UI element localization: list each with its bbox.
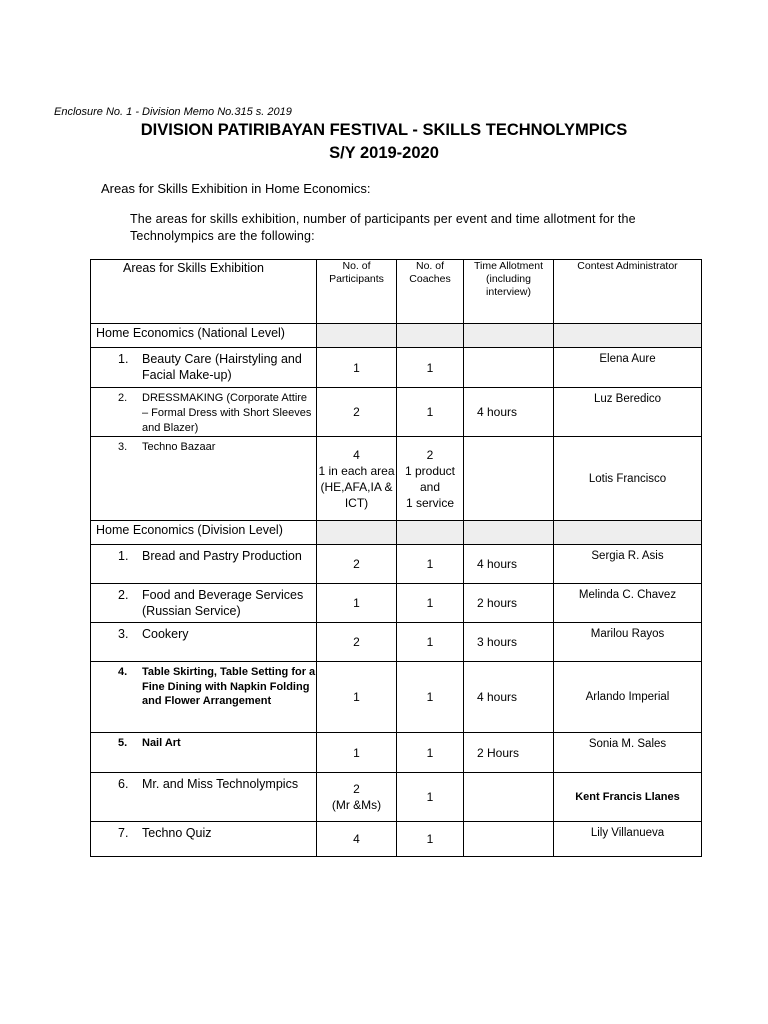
enclosure-reference: Enclosure No. 1 - Division Memo No.315 s. 2019 xyxy=(54,106,292,118)
table-row xyxy=(91,822,702,857)
contest-administrator-cell: Sonia M. Sales xyxy=(554,733,702,773)
area-cell xyxy=(91,662,317,733)
participants-cell: 1 xyxy=(317,348,397,388)
section-row-division xyxy=(91,521,702,545)
contest-administrator-cell: Lotis Francisco xyxy=(554,437,702,521)
item-number: 7. xyxy=(118,826,129,840)
area-name xyxy=(91,584,316,619)
area-cell xyxy=(91,733,317,773)
contest-administrator-cell: Lily Villanueva xyxy=(554,822,702,857)
time-allotment-cell xyxy=(464,437,554,521)
area-label: Beauty Care (Hairstyling and Facial Make-up) xyxy=(142,352,302,382)
contest-administrator-cell: Arlando Imperial xyxy=(554,662,702,733)
area-label: Bread and Pastry Production xyxy=(142,549,302,563)
area-cell xyxy=(91,545,317,584)
area-label: Mr. and Miss Technolympics xyxy=(142,777,299,791)
table-row xyxy=(91,773,702,822)
participants-cell: 4 1 in each area (HE,AFA,IA & ICT) xyxy=(317,437,397,521)
table-row xyxy=(91,348,702,388)
participants-cell: 2 (Mr &Ms) xyxy=(317,773,397,822)
header-coaches: No. of Coaches xyxy=(397,260,464,324)
area-label: Techno Quiz xyxy=(142,826,212,840)
item-number: 5. xyxy=(118,737,128,749)
participants-cell: 2 xyxy=(317,623,397,662)
section-label-national: Home Economics (National Level) xyxy=(91,324,317,348)
time-allotment-cell: 3 hours xyxy=(464,623,554,662)
participants-cell: 2 xyxy=(317,388,397,437)
table-row xyxy=(91,437,702,521)
area-name xyxy=(91,545,316,564)
area-cell xyxy=(91,773,317,822)
table-row xyxy=(91,545,702,584)
area-label: Food and Beverage Services (Russian Service) xyxy=(142,588,304,618)
item-number: 2. xyxy=(118,588,129,602)
header-participants: No. of Participants xyxy=(317,260,397,324)
coaches-cell: 1 xyxy=(397,773,464,822)
area-cell xyxy=(91,348,317,388)
area-name xyxy=(91,437,316,455)
contest-administrator-cell: Luz Beredico xyxy=(554,388,702,437)
item-number: 3. xyxy=(118,441,128,453)
item-number: 6. xyxy=(118,777,129,791)
coaches-cell: 1 xyxy=(397,584,464,623)
contest-administrator-cell: Melinda C. Chavez xyxy=(554,584,702,623)
division-rows xyxy=(91,545,702,857)
participants-cell: 1 xyxy=(317,584,397,623)
participants-cell: 1 xyxy=(317,733,397,773)
contest-administrator-cell: Sergia R. Asis xyxy=(554,545,702,584)
time-allotment-cell xyxy=(464,348,554,388)
contest-administrator-cell: Marilou Rayos xyxy=(554,623,702,662)
area-name xyxy=(91,388,316,436)
coaches-cell: 1 xyxy=(397,822,464,857)
contest-administrator-cell: Kent Francis Llanes xyxy=(554,773,702,822)
section-label-division: Home Economics (Division Level) xyxy=(91,521,317,545)
area-cell xyxy=(91,623,317,662)
contest-administrator-cell: Elena Aure xyxy=(554,348,702,388)
area-name xyxy=(91,733,316,751)
header-time-allotment: Time Allotment (including interview) xyxy=(464,260,554,324)
coaches-cell: 1 xyxy=(397,623,464,662)
section-row-national xyxy=(91,324,702,348)
document-title: DIVISION PATIRIBAYAN FESTIVAL - SKILLS TECHNOLYMPICS xyxy=(140,121,628,139)
item-number: 4. xyxy=(118,666,128,678)
time-allotment-cell: 4 hours xyxy=(464,662,554,733)
area-label: Table Skirting, Table Setting for a Fine Dining with Napkin Folding and Flower Arrangement xyxy=(142,666,316,707)
area-name xyxy=(91,822,316,841)
participants-cell: 4 xyxy=(317,822,397,857)
area-label: DRESSMAKING (Corporate Attire – Formal Dress with Short Sleeves and Blazer) xyxy=(142,392,312,434)
participants-cell: 2 xyxy=(317,545,397,584)
area-label: Techno Bazaar xyxy=(142,441,216,453)
school-year-title: S/Y 2019-2020 xyxy=(329,144,439,162)
coaches-cell: 1 xyxy=(397,388,464,437)
item-number: 2. xyxy=(118,392,128,404)
item-number: 1. xyxy=(118,549,129,563)
area-cell xyxy=(91,388,317,437)
section-subheading: Areas for Skills Exhibition in Home Economics: xyxy=(101,181,371,196)
table-row xyxy=(91,623,702,662)
table-row xyxy=(91,388,702,437)
area-label: Nail Art xyxy=(142,737,181,749)
coaches-cell: 1 xyxy=(397,662,464,733)
area-name xyxy=(91,623,316,642)
table-row xyxy=(91,584,702,623)
time-allotment-cell xyxy=(464,773,554,822)
item-number: 1. xyxy=(118,352,129,366)
time-allotment-cell xyxy=(464,822,554,857)
area-cell xyxy=(91,584,317,623)
participants-cell: 1 xyxy=(317,662,397,733)
skills-exhibition-table xyxy=(90,259,702,857)
area-cell xyxy=(91,822,317,857)
time-allotment-cell: 4 hours xyxy=(464,388,554,437)
national-rows xyxy=(91,348,702,521)
table-row xyxy=(91,733,702,773)
area-cell xyxy=(91,437,317,521)
header-areas: Areas for Skills Exhibition xyxy=(91,260,317,324)
table-header-row xyxy=(91,260,702,324)
time-allotment-cell: 2 Hours xyxy=(464,733,554,773)
area-name xyxy=(91,348,316,383)
table-row xyxy=(91,662,702,733)
coaches-cell: 1 xyxy=(397,545,464,584)
time-allotment-cell: 2 hours xyxy=(464,584,554,623)
coaches-cell: 2 1 product and 1 service xyxy=(397,437,464,521)
item-number: 3. xyxy=(118,627,129,641)
time-allotment-cell: 4 hours xyxy=(464,545,554,584)
intro-paragraph: The areas for skills exhibition, number of participants per event and time allotment for the Technolympics are the following: xyxy=(130,212,636,243)
area-name xyxy=(91,662,316,709)
area-label: Cookery xyxy=(142,627,189,641)
header-contest-administrator: Contest Administrator xyxy=(554,260,702,324)
coaches-cell: 1 xyxy=(397,733,464,773)
area-name xyxy=(91,773,316,792)
coaches-cell: 1 xyxy=(397,348,464,388)
